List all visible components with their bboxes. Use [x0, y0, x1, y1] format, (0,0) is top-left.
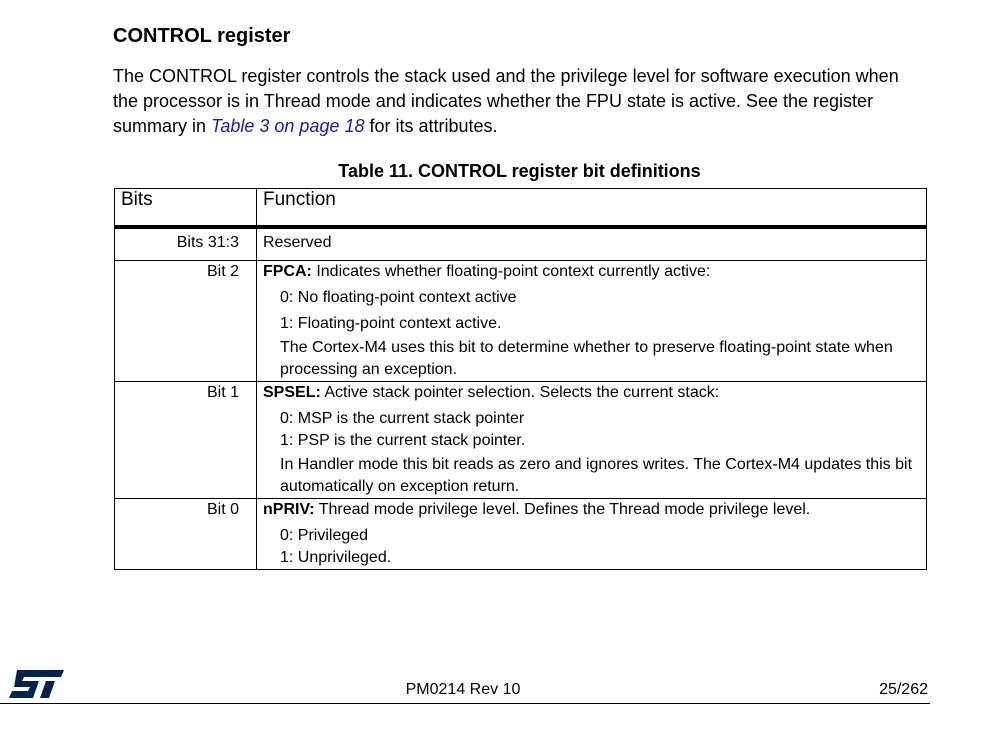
bits-column-header: Bits	[115, 189, 257, 228]
table-caption: Table 11. CONTROL register bit definitions	[338, 161, 701, 181]
field-option: 0: Privileged	[280, 527, 369, 544]
field-description: Thread mode privilege level. Defines the Thread mode privilege level.	[314, 501, 811, 518]
bit-label: Bit 1	[115, 382, 257, 499]
intro-text-end: for its attributes.	[364, 116, 498, 136]
field-description: Active stack pointer selection. Selects the current stack:	[320, 384, 720, 401]
intro-text: The CONTROL register controls the stack used and the privilege level for software execution when the processor is in Thread mode and indicates whether the FPU state is active. See the register summary in	[113, 66, 899, 136]
bit-function	[257, 382, 927, 499]
field-note: In Handler mode this bit reads as zero and ignores writes. The Cortex-M4 updates this bit automatically on exception return.	[280, 456, 913, 495]
bit-function	[257, 499, 927, 570]
bit-label: Bit 2	[115, 261, 257, 382]
table-header-row	[115, 189, 927, 228]
intro-paragraph	[113, 64, 913, 139]
field-option: 0: No floating-point context active	[280, 289, 517, 306]
footer-page-number: 25/262	[879, 681, 928, 698]
field-name: nPRIV:	[263, 501, 315, 518]
field-description: Indicates whether floating-point context currently active:	[311, 263, 711, 280]
table-row	[115, 261, 927, 382]
bit-label: Bit 0	[115, 499, 257, 570]
field-name: SPSEL:	[263, 384, 321, 401]
field-name: FPCA:	[263, 263, 312, 280]
field-option: 1: Unprivileged.	[280, 549, 392, 566]
field-option: 1: Floating-point context active.	[280, 315, 502, 332]
section-heading: CONTROL register	[113, 25, 291, 47]
field-summary	[263, 261, 916, 283]
table-row	[115, 499, 927, 570]
bit-function: Reserved	[257, 227, 927, 261]
field-option: 1: PSP is the current stack pointer.	[280, 432, 526, 449]
bit-label: Bits 31:3	[115, 227, 257, 261]
table-row	[115, 227, 927, 261]
footer-doc-id: PM0214 Rev 10	[405, 681, 521, 698]
bit-function	[257, 261, 927, 382]
field-summary	[263, 499, 916, 521]
control-register-table	[114, 188, 927, 570]
field-note: The Cortex-M4 uses this bit to determine whether to preserve floating-point state when processing an exception.	[280, 339, 893, 378]
footer-divider	[0, 703, 930, 704]
field-option: 0: MSP is the current stack pointer	[280, 410, 525, 427]
table-reference-link[interactable]: Table 3 on page 18	[211, 116, 365, 136]
field-summary	[263, 382, 916, 404]
function-column-header: Function	[257, 189, 927, 228]
table-row	[115, 382, 927, 499]
